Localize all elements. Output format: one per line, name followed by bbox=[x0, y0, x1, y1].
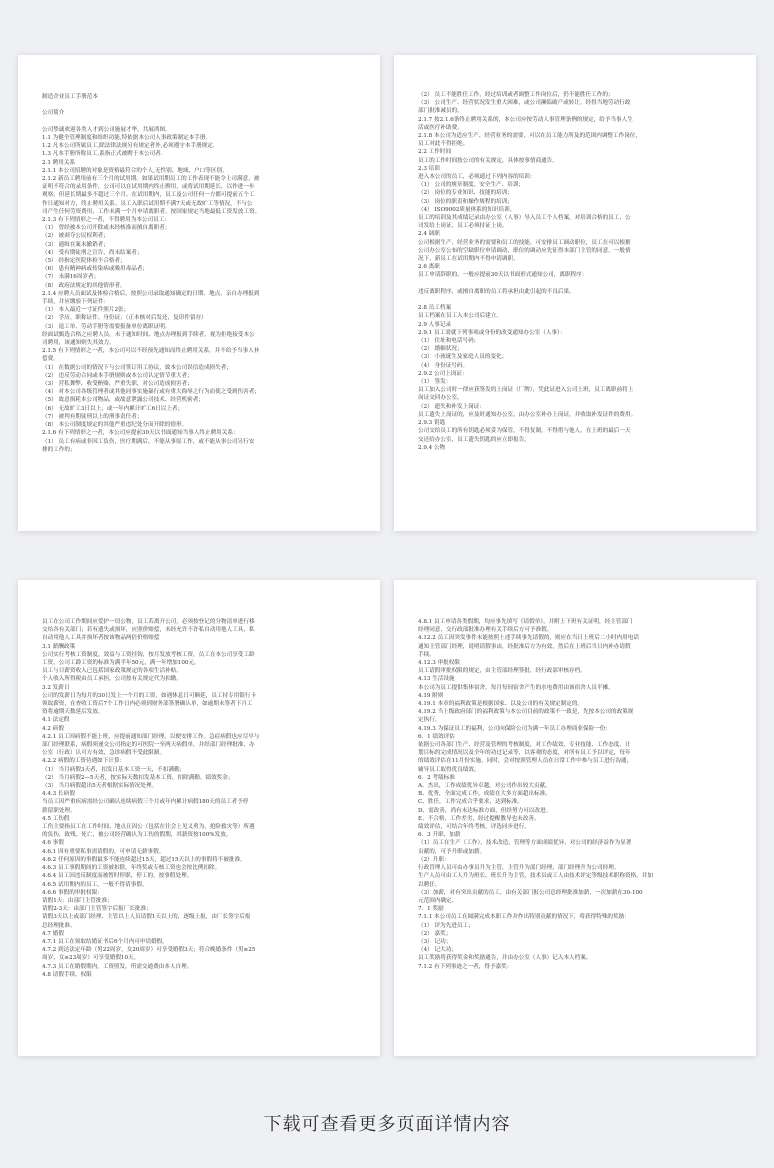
text-line: （6） 无故旷工3日以上，或一年内累计旷工6日以上者； bbox=[42, 405, 184, 412]
text-line: B、优秀，全面完成工作，成绩在大多方面超出标准。 bbox=[418, 791, 551, 798]
text-line: 4.5 工伤假 bbox=[42, 815, 70, 822]
text-line: 排的工作的； bbox=[42, 446, 76, 453]
text-line: 2.1.2 新员工聘用前有三个月的试用期。如果试用期员工的工作表现不能令上司满意，被 bbox=[42, 176, 260, 182]
text-line: （2） 岗位的专业知识、技能的培训； bbox=[418, 190, 513, 197]
text-line: 4.8.1 员工申请各类假期，均应事先填写《请假单》，并附上下班有关证明，经主管部门 bbox=[418, 619, 633, 625]
text-line: 当员工因严重疾病需经公司确认连续病假三个月或年内累计病假180天的员工者予停 bbox=[42, 799, 249, 806]
text-line: 观察，但延长期最多不超过三个月。在试用期内，员工及公司任何一方都可提前五个工 bbox=[42, 192, 255, 199]
text-line: 依据公司各部门生产、经营及管理的考核制度，对工作绩效、专业技能、工作态度、计 bbox=[418, 742, 631, 749]
text-line: 员工奖励将获得奖金和奖励通告，并由办公室（人事）记入本人档案。 bbox=[418, 955, 592, 962]
text-line: （5） 故意损耗本公司物品，或故意泄露公司技术、经营机密者； bbox=[42, 397, 204, 404]
document-page-3 bbox=[18, 580, 380, 1056]
text-line: （3） 退工单、劳动手册等需要报备单位离职证明。 bbox=[42, 323, 171, 330]
text-line: （3） 记功； bbox=[418, 938, 452, 945]
text-line: （8） 本公司制度规定的其他严重违纪处分而开除的情形。 bbox=[42, 422, 188, 429]
text-line: （1） 当月病假3天者，扣发日基本工资一天，不扣满勤； bbox=[42, 766, 186, 773]
text-line: 2.1.8 本公司为适应生产、经营业务的需要，可以在员工能力所及的范围内调整工作岗位， bbox=[418, 133, 641, 140]
text-line: （6） 患有精神病或传染病或吸用毒品者； bbox=[42, 266, 149, 273]
text-line: （2） 学历、职称证件、身份证；（正本核对后发还，复印件留存） bbox=[42, 315, 207, 322]
text-line: 请假1天：由部门主管批准； bbox=[42, 897, 113, 904]
text-line: 2.8 员工档案 bbox=[418, 305, 452, 312]
text-line: 薪留职处理。 bbox=[42, 807, 76, 814]
text-line: 2.1.4 应聘人员面试及体检合格后，按照公司录取通知确定的日期、地点，亲自办理报到 bbox=[42, 290, 260, 297]
text-line: （3） 当月病假超出5天者根据实际情况处理。 bbox=[42, 783, 158, 790]
text-line: 3.1 薪酬政策 bbox=[42, 643, 76, 650]
text-line: （3） 公司生产、经营状况发生重大困难，或公司濒临破产或转让，经得当地劳动行政 bbox=[418, 100, 631, 107]
text-line: E、不合格，工作差劣，经过提醒教导也未改善。 bbox=[418, 815, 540, 822]
text-line: 总经理批准。 bbox=[42, 922, 76, 929]
text-line: 6．2 考绩标准 bbox=[418, 774, 455, 781]
text-line: 员工申请辞职的，一般应提前30天以书面形式通知公司，离职程序： bbox=[418, 272, 588, 279]
text-line: 6．3 升职、加薪 bbox=[418, 832, 461, 839]
text-line: 4.19.3 为保证员工的福利，公司向保险公司为满一年员工办理商业保险一份： bbox=[418, 725, 611, 732]
text-line: 领取薪资，在查收工资后7个工作日内必须到财务部签署确认单，如逾期未签者下月工 bbox=[42, 701, 253, 708]
text-line: 手续。 bbox=[418, 651, 435, 658]
download-prompt-text[interactable]: 下载可查看更多页面详情内容 bbox=[263, 1114, 511, 1135]
document-page-1 bbox=[18, 55, 380, 531]
text-line: 4.6.4 员工因违反制度而被暂时停职，停工的，按事假处理。 bbox=[42, 873, 193, 880]
text-line: （3）加薪，对有突出贡献的员工，由有关部门报公司总经理批准加薪，一次加薪在30-100 bbox=[418, 889, 643, 896]
text-line bbox=[418, 296, 734, 304]
text-line: 工伤主要指员工在工作时间、地点且因公（包括在往会上见义勇为，抢险救灾等）所遇 bbox=[42, 824, 255, 831]
text-line: （2） 婚姻状况； bbox=[418, 346, 463, 353]
text-line: （1） 住址和电话号码； bbox=[418, 338, 480, 345]
text-line: 1.3 凡本手册所称员工,系指正式被聘于本公司者. bbox=[42, 151, 163, 158]
text-line: （4） 受有期徒刑之宣告，尚未结案者； bbox=[42, 249, 143, 256]
text-line: （1） 本人最近一寸证件照片2张； bbox=[42, 307, 130, 314]
text-line: 的绩效评估在11月份实施。同时，会对按照管理人员在日常工作中参与员工进行沟通， bbox=[418, 758, 633, 765]
text-line: 2.4 调职 bbox=[418, 231, 440, 238]
text-line: 贡献的，可予升职或加薪。 bbox=[418, 848, 486, 855]
text-line: 定执行。 bbox=[418, 717, 441, 724]
text-line: 7.1.2 有下列事迹之一者，得予嘉奖： bbox=[418, 963, 513, 970]
text-line: （1） 签发： bbox=[418, 379, 452, 386]
text-line: 4.6.2 任何原因的事假最多不能连续超过15天，超过15天以上的事假将不被批准。 bbox=[42, 856, 246, 863]
text-line: （4） 对本公司各级管理者或其他同事实施暴行或有重大侮辱之行为而使之受到伤害者； bbox=[42, 389, 260, 396]
text-line: 公司简介 bbox=[42, 110, 65, 117]
text-line: 制造企业员工手册范本 bbox=[42, 94, 98, 100]
text-line: 交还给办公室，员工遗失钥匙的应立即报告。 bbox=[418, 436, 530, 443]
text-line: 公司办公室公布的空缺职位申请调动，职位的调动应先征得本部门主管的同意，一般情 bbox=[418, 247, 631, 254]
text-line: C、胜任，工作完成合乎要求，达到标准。 bbox=[418, 799, 523, 806]
text-line: D、需改善，尚有未达标准方面，但经努力可以改进。 bbox=[418, 807, 552, 814]
text-line: 以聘任。 bbox=[418, 881, 441, 888]
text-line: （4） 身份证号码。 bbox=[418, 362, 469, 369]
text-line: 经理同意，交行政部批准办理有关手续后方可予准假。 bbox=[418, 627, 553, 634]
text-line: 2.3 培训 bbox=[418, 165, 440, 172]
text-line: 员工与日薪资收入已包括国家政策规定的各项生活补贴。 bbox=[42, 668, 182, 675]
text-line: 4.6 事假 bbox=[42, 840, 64, 847]
text-line: 司产生任何劳资费用，工作未满一个月申请离职者，按国家规定当地最低工资发放工资。 bbox=[42, 208, 261, 215]
text-line: （7） 被判有期徒刑以上的刑事责任者； bbox=[42, 413, 143, 420]
text-line: （3） 营私舞弊，收受贿赂，严重失职，对公司造成损害者； bbox=[42, 381, 193, 388]
text-line: （1）员工在生产（工作），技术改造，管理等方面成绩优异，对公司的经济益作为显著 bbox=[418, 840, 632, 847]
text-line: 违反离职程序，或擅自离职的员工将承担由此引起的不良后果。 bbox=[418, 288, 575, 295]
text-line: 的负伤、致残、死亡，被公司经营确认为工伤的假期，其薪资按100%发放。 bbox=[42, 832, 232, 839]
text-line: 2.1.6 有下列情形之一者，本公司应提前30天以书面通知当事人终止聘用关系： bbox=[42, 430, 239, 437]
text-line bbox=[42, 101, 358, 109]
text-line: 4.1 法定假 bbox=[42, 717, 70, 724]
text-line: 公室（行政）认可方有效，急诊病假不受此限制。 bbox=[42, 750, 166, 757]
text-line: 4.6.6 事假的审批权限： bbox=[42, 889, 103, 896]
text-line: （2） 当月病假2—5天者，按实际天数扣发基本工资，扣除满勤、绩效奖金； bbox=[42, 774, 234, 781]
text-line: 员工加入公司时一律应获签发的上岗证（厂牌），凭此证进入公司上班，员工离职前将上 bbox=[418, 387, 634, 394]
text-line: （1） 评为先进员工； bbox=[418, 922, 474, 929]
text-line bbox=[42, 118, 358, 126]
text-line: 部门批准减员的。 bbox=[418, 108, 463, 115]
text-line: 1.2 凡本公司所属员工,除法律法规另有规定者外,必须遵守本手册规定. bbox=[42, 143, 215, 150]
text-line: 4.2 病假 bbox=[42, 725, 64, 732]
text-line: 2.9.4 公物 bbox=[418, 444, 446, 451]
text-line: 2.9 人事记录 bbox=[418, 321, 452, 328]
text-line: 6．1 绩效评估 bbox=[418, 733, 455, 740]
text-line: 4.19.2 当上级政府部门的福利政策与本公司目前的政策不一致是，先按本公司的政策规 bbox=[418, 709, 634, 716]
text-line: 绩效评估，可结合年终考核，评选同步进行。 bbox=[418, 824, 530, 831]
text-line: （3） 岗位的职责和操作规程的培训； bbox=[418, 198, 513, 205]
text-line: 4.8 请假手续、权限 bbox=[42, 971, 92, 978]
text-line: 公司根据生产，经营业务的需要和员工的技能，可安排员工调动职位，员工在可以根据 bbox=[418, 239, 631, 246]
text-line: 生产人员可由工人升为班长，班长升为主管，技术员或工人由技术评定等级技术职称资格，并加 bbox=[418, 873, 653, 880]
text-line: 员工请假审批权限的规定，由主管部经理签批，经行政部审核存档。 bbox=[418, 668, 586, 675]
text-line: 2.1.3 有下列情形之一者，不得聘用为本公司员工： bbox=[42, 217, 170, 224]
text-line: 进入本公司的员工，必须通过下列内容的培训： bbox=[418, 174, 536, 181]
text-line: 4.2.2 病假的工资待遇如下计算： bbox=[42, 758, 126, 765]
text-line: 经面试甄选合格之应聘人员，未于通知时间、地点办理报到手续者，视为拒绝接受本公 bbox=[42, 331, 255, 338]
text-line: 活或医疗补助费。 bbox=[418, 124, 463, 131]
text-line: 2.2 工作时间 bbox=[418, 149, 452, 156]
text-line: （1） 公司的规章制度、安全生产、培训； bbox=[418, 182, 525, 189]
text-line: 公司挚诚欢迎各类人才到公司施展才华，共展鸿图。 bbox=[42, 126, 171, 133]
text-line: 况下，新员工在试用期内不得申请调职。 bbox=[418, 256, 519, 263]
text-line: 2.9.3 钥匙 bbox=[418, 420, 446, 427]
text-line: 交给各有关部门；若有遗失或损坏，应照价赔偿，未经允许不许私自动用他人工具，私 bbox=[42, 627, 255, 634]
text-line: 2.9.1 员工需就下列事项或身份的改变通知办公室（人事）： bbox=[418, 329, 566, 336]
text-line: 3.2 发薪日 bbox=[42, 684, 70, 691]
text-line: 偿费。 bbox=[42, 356, 59, 363]
text-line: 4.6.1 因有重要私事需请假的，可申请无薪事假。 bbox=[42, 848, 165, 855]
text-line: 个人收入所得税由员工承担，公司按有关规定代为扣缴。 bbox=[42, 676, 182, 683]
text-line: 4.19.1 本章的福利政策是根据国家、以及公司的有关规定制定的。 bbox=[418, 701, 584, 708]
text-line: 1.1 为健全管理制度和组织功能,特依据本公司人事政策制定本手册. bbox=[42, 134, 208, 141]
text-line: 请假3天以上或部门经理、主管以上人员请假1天以上的，逐级上报，由厂长签字后报 bbox=[42, 914, 251, 921]
document-page-4 bbox=[394, 580, 756, 1056]
text-line: 4.7.2 到达法定年龄（男22周岁，女20周岁）可享受婚假3天；符合晚婚条件（男≥25 bbox=[42, 947, 256, 954]
text-line: 4.6.3 员工事假期间的工资被扣除，年终奖或专核工资也会按比例扣除。 bbox=[42, 865, 221, 872]
text-line: A、杰出，工作成绩优异卓越，对公司作出较大贡献。 bbox=[418, 783, 551, 790]
text-line: （1） 员工有病或非因工负伤，医疗期满后，不能从事原工作，或不能从事公司另行安 bbox=[42, 438, 255, 445]
text-line: （1） 在数据公司的情况下与公司签订用工协议，致本公司误信造成损失者； bbox=[42, 364, 232, 371]
text-line: 部门经理联系，病假须递交公司指定的可医院一至两天病假单，并经部门经理批准，办 bbox=[42, 742, 255, 749]
text-line: 4.19 附则 bbox=[418, 692, 444, 699]
text-line: （1） 曾经被本公司开除或未经核准而擅自离职者； bbox=[42, 225, 171, 232]
text-line: 岗证交回办公室。 bbox=[418, 395, 463, 402]
text-line: 4.2.1 员工因病假不能上班，应提前通知部门经理，以便安排工作。急症病假也应尽早与 bbox=[42, 733, 260, 740]
text-line: 本公司为员工提供集体宿舍，每月每间宿舍产生的水电费用由该宿舍人员平摊。 bbox=[418, 684, 614, 691]
text-line: 手续，并应缴验下列证件： bbox=[42, 299, 110, 306]
text-line: 辅导员工取得优良绩效。 bbox=[418, 766, 480, 773]
text-line: 2.1 聘用关系 bbox=[42, 159, 76, 166]
document-page-2 bbox=[394, 55, 756, 531]
text-line: （4） ISO9002质量体系的知识培训。 bbox=[418, 206, 516, 213]
text-line: 7.1.1 本公司员工在圆满完成本职工作并作出特别贡献的情况下，将获得特殊的奖励： bbox=[418, 914, 630, 921]
text-line: 4.12.2 员工因突发事件未能按照上述手续事先请假的，则应在当日上班后二小时内用电话 bbox=[418, 635, 639, 642]
text-line: 员工的培训及其成绩记录由办公室（人事）导入员工个人档案，对培训合格的员工，公 bbox=[418, 215, 631, 222]
text-line: （7） 未满16周岁者； bbox=[42, 274, 100, 281]
text-line: 员工的工作时间按公司的有关规定，具体按事情商通告。 bbox=[418, 157, 558, 164]
text-line: 2.1.1 本公司招聘的对象是资格最符合的个人,无性别、地域、户口等区别。 bbox=[42, 167, 228, 174]
text-line: 4.7.1 员工在领取结婚证书后6个月内可申请婚假。 bbox=[42, 938, 168, 945]
text-line: 2.1.7 按2.1.6条终止聘用关系的，本公司应按劳动人事管理条例的规定，给予当事人生 bbox=[418, 116, 633, 123]
text-line: 通知主管部门经理，说明请假事由，经批准后方为有效，然后在上班后当日内补办请假 bbox=[418, 643, 631, 650]
text-line: （3） 通缉在案未撤销者； bbox=[42, 241, 109, 248]
text-line: （3） 小孩诞生及家庭人员的变化； bbox=[418, 354, 508, 361]
text-line: （2） 员工不能胜任工作，经过培训或者调整工作岗位后，仍不能胜任工作的； bbox=[418, 92, 614, 98]
text-line: （2） 嘉奖； bbox=[418, 930, 452, 937]
text-line: 公司实行考核工资制度，效益与工资挂钩，按月发放考核工资，员工在本公司享受工龄 bbox=[42, 651, 255, 658]
text-line: 7．1 奖励 bbox=[418, 906, 444, 913]
text-line: 员工档案在员工入本公司后建立。 bbox=[418, 313, 502, 320]
text-line: 周岁，女≥23周岁）可享受婚假10天。 bbox=[42, 955, 140, 962]
text-line: （2） 遗失和补发上岗证： bbox=[418, 403, 485, 410]
text-line: 4.4.3 长病假 bbox=[42, 791, 75, 798]
text-line: 请假2-3天：由部门主管签字后报厂长批准； bbox=[42, 906, 152, 913]
text-line bbox=[418, 280, 734, 288]
text-line: 4.12.3 审批权限 bbox=[418, 660, 460, 667]
text-line: 资将逾期天数延后发放。 bbox=[42, 709, 104, 716]
text-line: 司发给上岗证，员工必须持证上岗。 bbox=[418, 223, 508, 230]
text-line: （4） 记大功； bbox=[418, 947, 457, 954]
text-line: 工资，公司工龄工资的标准为满半年50元，满一年增加100元。 bbox=[42, 660, 200, 667]
text-line: 员工在公司工作期间应爱护一切公物，员工若离开公司，必须按登记的分物清单进行移 bbox=[42, 619, 255, 625]
text-line: 公司交给员工的所有钥匙必须妥为保管，不得复制，不得借与他人，在上班的最后一天 bbox=[418, 428, 631, 435]
text-line: 4.7 婚假 bbox=[42, 930, 64, 937]
text-line: 行政管理人员可由办事员升为主管，主管升为部门经理，部门经理升为公司经理。 bbox=[418, 865, 620, 872]
text-line: （2）升职： bbox=[418, 856, 450, 863]
text-line: 2.1.5 有下列情形之一者，本公司可以不经预先通知而终止聘用关系，并不给予当事人补 bbox=[42, 348, 260, 355]
text-line: 划目标的完成情况以及全年的功过记录等，以客观的态度，对所有员工予以评定，每年 bbox=[418, 750, 631, 757]
text-line: 2.6 离职 bbox=[418, 264, 440, 271]
text-line: （2） 违反劳动合同或本手册规则或本公司认定情节重大者； bbox=[42, 372, 193, 379]
text-line: 自动用他人工具并损坏者按该物品两倍价格赔偿 bbox=[42, 635, 160, 642]
text-line: 员工对此不得拒绝。 bbox=[418, 141, 469, 148]
text-line: 4.6.5 试用期内的员工，一般不得请事假。 bbox=[42, 881, 148, 888]
text-line: （5） 经指定医院体检不合格者； bbox=[42, 258, 126, 265]
text-line: 证明不符合的录用条件，公司可以在试用期内终止聘用，或将试用期延长，以作进一步 bbox=[42, 184, 255, 191]
text-line: 员工遗失上岗证的，应及时通知办公室，由办公室补办上岗证，并收取补发证件的费用。 bbox=[418, 411, 637, 418]
text-line: 作日通知对方，终止聘用关系。员工入职后试用期不满7天或无故旷工等情况，不与公 bbox=[42, 200, 253, 207]
text-line: 元范围内确定。 bbox=[418, 897, 458, 904]
text-line: 公司的发薪日为每月的30日发上一个月的工资，如遇休息日可顺延，员工持专用银行卡 bbox=[42, 692, 257, 699]
text-line: （2） 被剥夺公民权利者； bbox=[42, 233, 109, 240]
text-line: 4.7.3 员工在婚假期内，工资照发，所需交通费由本人自理。 bbox=[42, 963, 193, 970]
text-line: （8） 政府法规定的其他情形者。 bbox=[42, 282, 126, 289]
text-line: 4.13 生活设施 bbox=[418, 676, 455, 683]
text-line: 2.9.2 公司上岗证： bbox=[418, 370, 468, 377]
text-line: 司聘用，该通知则失其效力。 bbox=[42, 340, 115, 347]
